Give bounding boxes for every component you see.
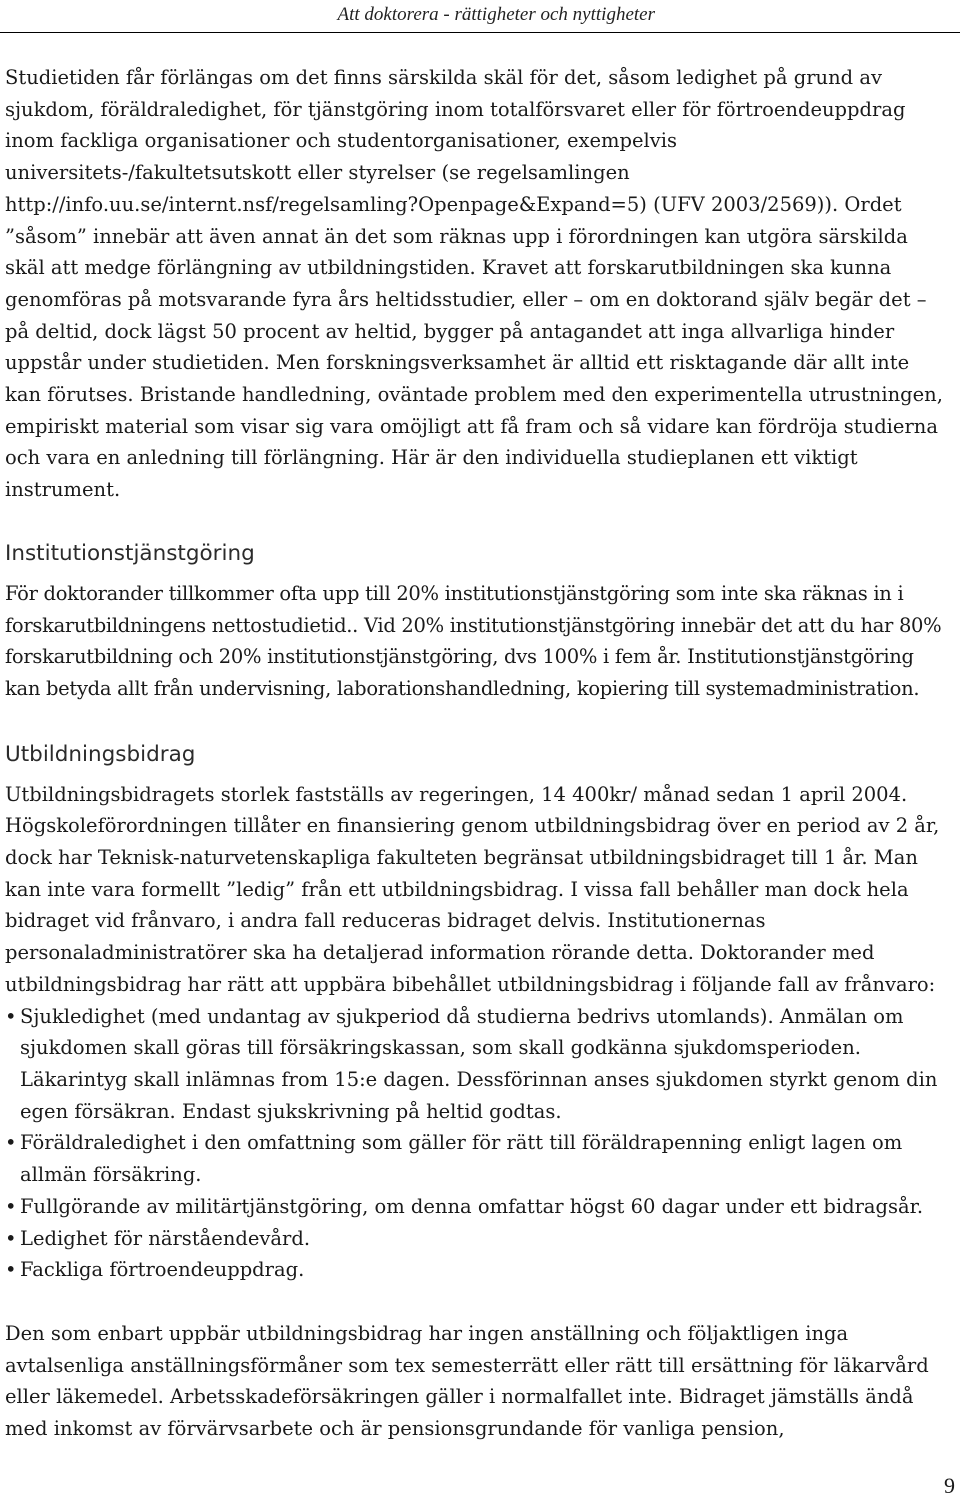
list-item-text: Föräldraledighet i den omfattning som gäller för rätt till föräldrapenning enligt lagen om allmän försäkring. xyxy=(20,1131,903,1187)
list-item xyxy=(5,1001,950,1128)
bullet-icon: • xyxy=(5,1226,17,1250)
list-item xyxy=(5,1127,950,1190)
bullet-icon: • xyxy=(5,1004,17,1028)
list-item xyxy=(5,1254,950,1286)
list-item xyxy=(5,1191,950,1223)
section-heading-institutionstjanstgoring: Institutionstjänstgöring xyxy=(5,540,255,566)
absence-list xyxy=(5,1001,950,1286)
institution-paragraph: För doktorander tillkommer ofta upp till 20% institutionstjänstgöring som inte ska räknas in i forskarutbildningens nettostudietid.. Vid 20% institutionstjänstgöring innebär det att du har 80% forskarutbildning och 20% institutionstjänstgöring, dvs 100% i fem år. Institutionstjänstgöring kan betyda allt från undervisning, laborationshandledning, kopiering till systemadministration. xyxy=(5,581,942,700)
page-content xyxy=(5,62,950,1445)
list-item-text: Fackliga förtroendeuppdrag. xyxy=(20,1258,305,1282)
list-item-text: Sjukledighet (med undantag av sjukperiod då studierna bedrivs utomlands). Anmälan om sjukdomen skall göras till försäkringskassan, som skall godkänna sjukdomsperioden. Läkarintyg skall inlämnas from 15:e dagen. Dessförinnan anses sjukdomen styrkt genom din egen försäkran. Endast sjukskrivning på heltid godtas. xyxy=(20,1004,938,1123)
list-item xyxy=(5,1223,950,1255)
final-paragraph: Den som enbart uppbär utbildningsbidrag har ingen anställning och följaktligen inga avtalsenliga anställningsförmåner som tex semesterrätt eller rätt till ersättning för läkarvård eller läkemedel. Arbetsskadeförsäkringen gäller i normalfallet inte. Bidraget jämställs ändå med inkomst av förvärvsarbete och är pensionsgrundande för vanliga pension, xyxy=(5,1321,929,1441)
utbildningsbidrag-paragraph: Utbildningsbidragets storlek fastställs av regeringen, 14 400kr/ månad sedan 1 april 2004. Högskoleförordningen tillåter en finansiering genom utbildningsbidrag över en period av 2 år, dock har Teknisk-naturvetenskapliga fakulteten begränsat utbildningsbidraget till 1 år. Man kan inte vara formellt ”ledig” från ett utbildningsbidrag. I vissa fall behåller man dock hela bidraget vid frånvaro, i andra fall reduceras bidraget delvis. Institutionernas personaladministratörer ska ha detaljerad information rörande detta. Doktorander med utbildningsbidrag har rätt att uppbära bibehållet utbildningsbidrag i följande fall av frånvaro: xyxy=(5,782,940,996)
bullet-icon: • xyxy=(5,1131,17,1155)
bullet-icon: • xyxy=(5,1194,17,1218)
section-heading-utbildningsbidrag: Utbildningsbidrag xyxy=(5,741,196,767)
list-item-text: Ledighet för närståendevård. xyxy=(20,1226,311,1250)
running-title: Att doktorera - rättigheter och nyttigheter xyxy=(337,4,655,25)
page-number: 9 xyxy=(944,1473,955,1498)
list-item-text: Fullgörande av militärtjänstgöring, om denna omfattar högst 60 dagar under ett bidragsår. xyxy=(20,1194,924,1218)
running-header xyxy=(0,2,960,33)
bullet-icon: • xyxy=(5,1258,17,1282)
studietid-paragraph: Studietiden får förlängas om det finns särskilda skäl för det, såsom ledighet på grund av sjukdom, föräldraledighet, för tjänstgöring inom totalförsvaret eller för förtroendeuppdrag inom fackliga organisationer och studentorganisationer, exempelvis universitets-/fakultetsutskott eller styrelser (se regelsamlingen http://info.uu.se/internt.nsf/regelsamling?Openpage&Expand=5) (UFV 2003/2569)). Ordet ”såsom” innebär att även annat än det som räknas upp i förordningen kan utgöra särskilda skäl att medge förlängning av utbildningstiden. Kravet att forskarutbildningen ska kunna genomföras på motsvarande fyra års heltidsstudier, eller – om en doktorand själv begär det – på deltid, dock lägst 50 procent av heltid, bygger på antagandet att inga allvarliga hinder uppstår under studietiden. Men forskningsverksamhet är alltid ett risktagande där allt inte kan förutses. Bristande handledning, oväntade problem med den experimentella utrustningen, empiriskt material som visar sig vara omöjligt att få fram och så vidare kan fördröja studierna och vara en anledning till förlängning. Här är den individuella studieplanen ett viktigt instrument. xyxy=(5,66,943,502)
